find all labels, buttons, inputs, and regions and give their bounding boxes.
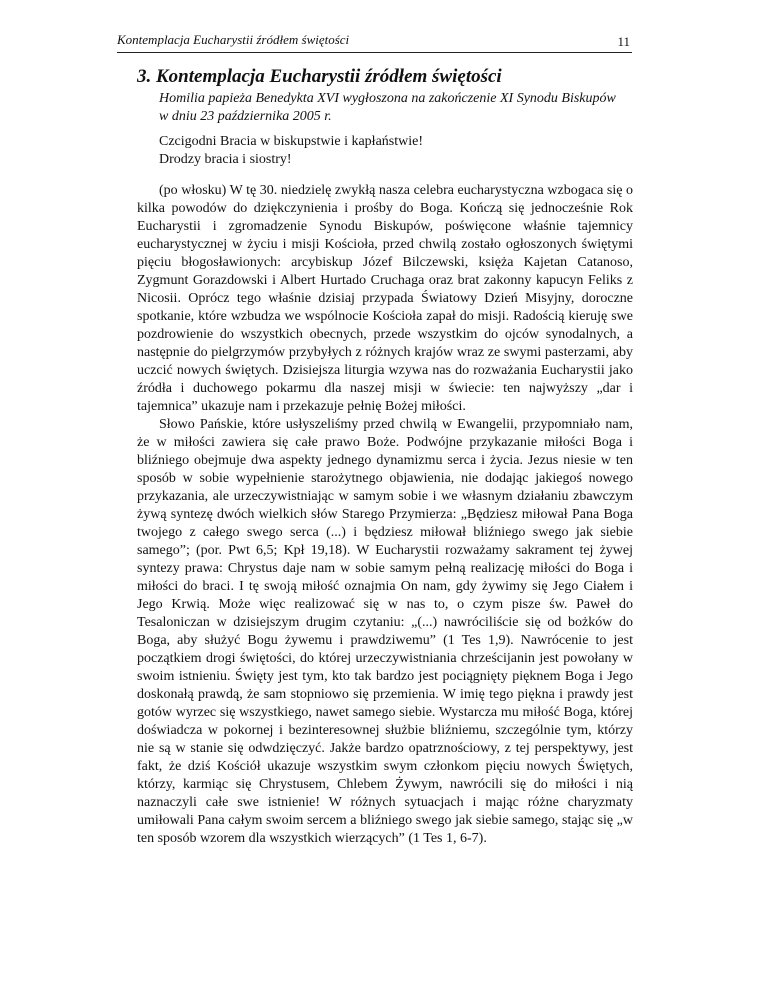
chapter-subtitle xyxy=(159,90,629,126)
running-title: Kontemplacja Eucharystii źródłem świętości xyxy=(117,32,350,47)
page-number: 11 xyxy=(617,34,630,49)
greeting xyxy=(159,133,423,169)
paragraph: Słowo Pańskie, które usłyszeliśmy przed chwilą w Ewangelii, przypomniało nam, że w miłości zawiera się całe prawo Boże. Podwójne przykazanie miłości Boga i bliźniego obejmuje dwa aspekty jednego dynamizmu serca i życia. Jezus niesie w ten sposób w sobie wypełnienie starożytnego objawienia, nie dodając jakiegoś nowego przykazania, ale urzeczywistniając w samym sobie i we własnym działaniu zbawczym żywą syntezę dwóch wielkich słów Starego Przymierza: „Będziesz miłował Pana Boga twojego z całego swego serca (...) i będziesz miłował bliźniego swego jak siebie samego”; (por. Pwt 6,5; Kpł 19,18). W Eucharystii rozważamy sakrament tej żywej syntezy prawa: Chrystus daje nam w sobie samym pełną realizację miłości do Boga i miłości do braci. I tę swoją miłość oznajmia On nam, gdy żywimy się Jego Ciałem i Jego Krwią. Może więc realizować się w nas to, o czym pisze św. Paweł do Tesaloniczan w dzisiejszym drugim czytaniu: „(...) nawróciliście się od bożków do Boga, aby służyć Bogu żywemu i prawdziwemu” (1 Tes 1,9). Nawrócenie to jest początkiem drogi świętości, do której urzeczywistniania chrześcijanin jest powołany w swoim istnieniu. Święty jest tym, kto tak bardzo jest pociągnięty pięknem Boga i Jego doskonałą prawdą, że sam stopniowo się przemienia. W imię tego piękna i prawdy jest gotów wyrzec się wszystkiego, nawet samego siebie. Wystarcza mu miłość Boga, której doświadcza w pokornej i bezinteresownej służbie bliźniemu, szczególnie tym, którzy nie są w stanie się odwdzięczyć. Jakże bardzo opatrznościowy, z tej perspektywy, jest fakt, że dziś Kościół ukazuje wszystkim swym członkom pięciu nowych Świętych, którzy, karmiąc się Chrystusem, Chlebem Żywym, nawrócili się do miłości i nią naznaczyli całe swe istnienie! W różnych sytuacjach i mając różne charyzmaty umiłowali Pana całym swoim sercem a bliźniego swego jak siebie samego, stając się „w ten sposób wzorem dla wszystkich wierzących” (1 Tes 1, 6-7). xyxy=(137,417,633,846)
body-text xyxy=(137,182,633,848)
chapter-title: 3. Kontemplacja Eucharystii źródłem świętości xyxy=(137,66,502,87)
subtitle-line: w dniu 23 października 2005 r. xyxy=(159,109,332,124)
paragraph: (po włosku) W tę 30. niedzielę zwykłą nasza celebra eucharystyczna wzbogaca się o kilka powodów do dziękczynienia i prośby do Boga. Kończą się jednocześnie Rok Eucharystii i zgromadzenie Synodu Biskupów, poświęcone właśnie tajemnicy eucharystycznej w życiu i misji Kościoła, przed chwilą zostało ogłoszonych świętymi pięciu błogosławionych: arcybiskup Józef Bilczewski, księża Kajetan Catanoso, Zygmunt Gorazdowski i Albert Hurtado Cruchaga oraz brat zakonny kapucyn Feliks z Nicosii. Oprócz tego właśnie dzisiaj przypada Światowy Dzień Misyjny, doroczne spotkanie, które wzbudza we wspólnocie Kościoła zapał do misji. Radością kieruję swe pozdrowienie do wszystkich obecnych, przede wszystkim do ojców synodalnych, a następnie do pielgrzymów przybyłych z różnych krajów wraz ze swymi pasterzami, aby uczcić nowych świętych. Dzisiejsza liturgia wzywa nas do rozważania Eucharystii jako źródła i duchowego pokarmu dla naszej misji w świecie: ten najwyższy „dar i tajemnica” ukazuje nam i przekazuje pełnię Bożej miłości. xyxy=(137,183,633,414)
greeting-line: Drodzy bracia i siostry! xyxy=(159,152,292,167)
greeting-line: Czcigodni Bracia w biskupstwie i kapłaństwie! xyxy=(159,134,423,149)
subtitle-line: Homilia papieża Benedykta XVI wygłoszona na zakończenie XI Synodu Biskupów xyxy=(159,91,616,106)
running-header xyxy=(117,30,632,53)
